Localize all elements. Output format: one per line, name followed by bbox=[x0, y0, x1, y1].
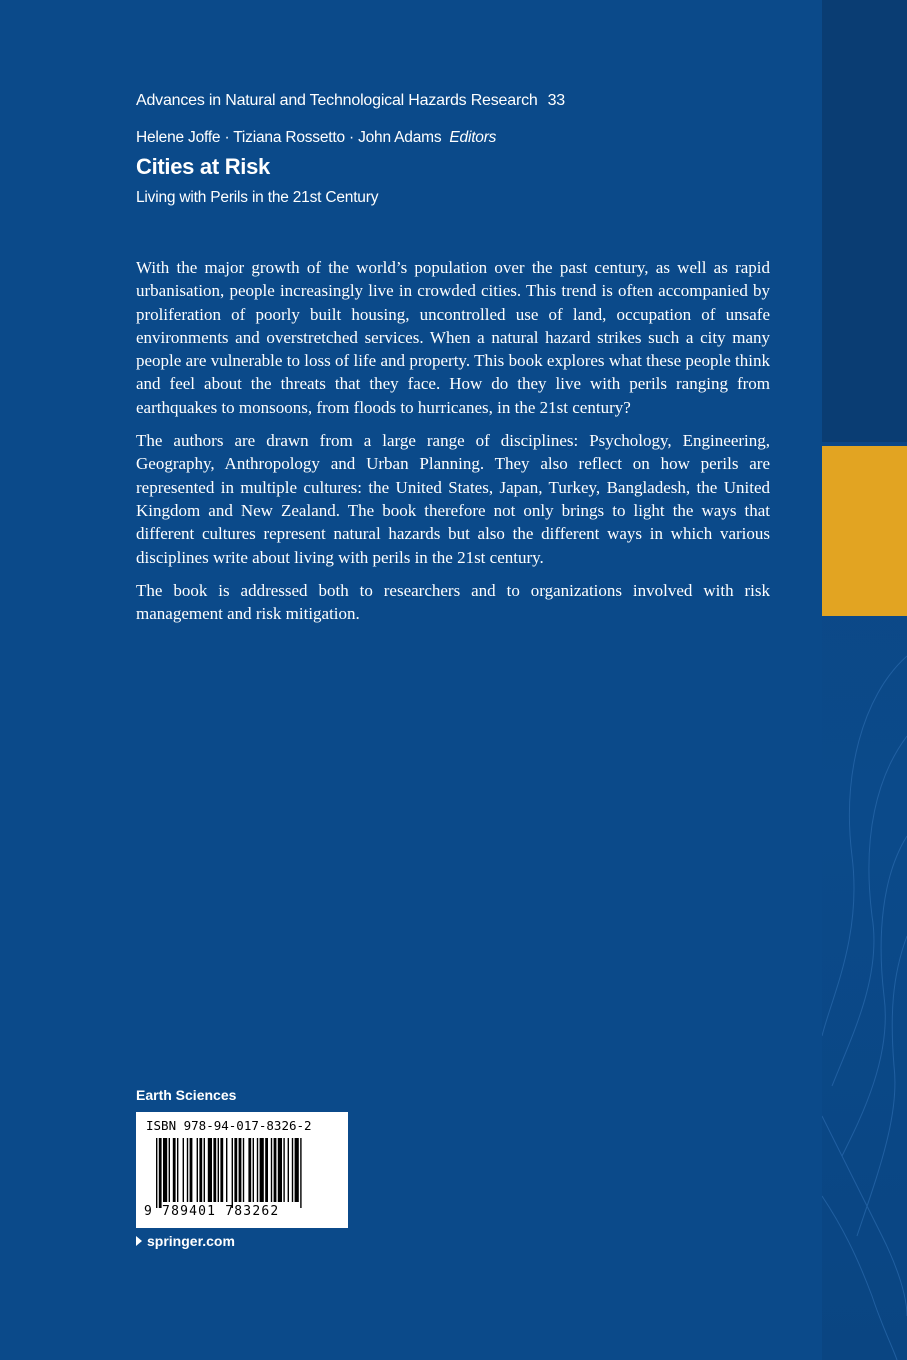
barcode-digits: 9 789401 783262 bbox=[144, 1204, 280, 1219]
barcode-bar bbox=[265, 1138, 268, 1202]
book-subtitle: Living with Perils in the 21st Century bbox=[136, 189, 379, 206]
barcode-bar bbox=[232, 1138, 233, 1208]
blurb-text bbox=[136, 256, 770, 635]
barcode-bar bbox=[295, 1138, 299, 1202]
contour-lines-decoration bbox=[822, 616, 907, 1360]
subject-category: Earth Sciences bbox=[136, 1087, 237, 1103]
barcode-bar bbox=[278, 1138, 282, 1202]
barcode-bar bbox=[257, 1138, 258, 1202]
editors-role: Editors bbox=[449, 129, 497, 146]
blurb-paragraph: With the major growth of the world’s population over the past century, as well as rapid urbanisation, people increasingly live in crowded cities. This trend is often accompanied by proliferation of poorly built housing, uncontrolled use of land, occupation of unsafe environments and overstretched services. When a natural hazard strikes such a city many people are vulnerable to loss of life and property. This book explores what these people think and feel about the threats that they face. How do they live with perils ranging from earthquakes to monsoons, from floods to hurricanes, in the 21st century? bbox=[136, 258, 770, 417]
barcode-bar bbox=[243, 1138, 244, 1202]
barcode-bar bbox=[177, 1138, 178, 1202]
barcode-bar bbox=[190, 1138, 193, 1202]
editor-names: Helene Joffe · Tiziana Rossetto · John Adams bbox=[136, 129, 442, 146]
series-name: Advances in Natural and Technological Hazards Research bbox=[136, 92, 538, 109]
editors-line bbox=[136, 129, 496, 147]
book-title: Cities at Risk bbox=[136, 154, 270, 179]
barcode-bar bbox=[163, 1138, 167, 1202]
arrow-right-icon bbox=[136, 1236, 142, 1246]
barcode-bar bbox=[156, 1138, 157, 1208]
publisher-url: springer.com bbox=[147, 1233, 235, 1249]
barcode-bar bbox=[292, 1138, 293, 1202]
barcode-bar bbox=[197, 1138, 198, 1202]
barcode-bar bbox=[271, 1138, 272, 1202]
barcode-bar bbox=[253, 1138, 254, 1202]
barcode-bar bbox=[234, 1138, 237, 1202]
series-title bbox=[136, 92, 565, 110]
spine-top-band bbox=[822, 0, 907, 442]
publisher-link[interactable] bbox=[136, 1233, 235, 1249]
barcode-bar bbox=[218, 1138, 219, 1202]
barcode-bar bbox=[213, 1138, 216, 1202]
isbn-text: ISBN 978-94-017-8326-2 bbox=[146, 1118, 312, 1133]
series-number: 33 bbox=[547, 92, 565, 109]
barcode-bar bbox=[173, 1138, 176, 1202]
barcode-bar bbox=[248, 1138, 251, 1202]
barcode-bar bbox=[159, 1138, 162, 1208]
barcode-bar bbox=[274, 1138, 277, 1202]
barcode-bar bbox=[183, 1138, 184, 1202]
barcode-bar bbox=[199, 1138, 202, 1202]
barcode-bar bbox=[260, 1138, 264, 1202]
barcode-bar bbox=[288, 1138, 289, 1202]
barcode-bar bbox=[169, 1138, 170, 1202]
barcode-bar bbox=[283, 1138, 284, 1202]
barcode-bar bbox=[208, 1138, 212, 1202]
barcode-bar bbox=[220, 1138, 223, 1202]
barcode-bar bbox=[239, 1138, 242, 1202]
barcode bbox=[136, 1112, 348, 1228]
barcode-bar bbox=[204, 1138, 205, 1202]
barcode-bar bbox=[226, 1138, 227, 1202]
blurb-paragraph: The book is addressed both to researchers and to organizations involved with risk management and risk mitigation. bbox=[136, 580, 770, 624]
spine-accent-band bbox=[822, 446, 907, 616]
barcode-bar bbox=[187, 1138, 188, 1202]
blurb-paragraph: The authors are drawn from a large range of disciplines: Psychology, Engineering, Geography, Anthropology and Urban Planning. They also reflect on how perils are represented in multiple cultures: the United States, Japan, Turkey, Bangladesh, the United Kingdom and New Zealand. The book therefore not only brings to light the ways that different cultures represent natural hazards but also the different ways in which various disciplines write about living with perils in the 21st century. bbox=[136, 431, 770, 567]
barcode-bar bbox=[300, 1138, 301, 1208]
barcode-bars bbox=[156, 1138, 340, 1208]
